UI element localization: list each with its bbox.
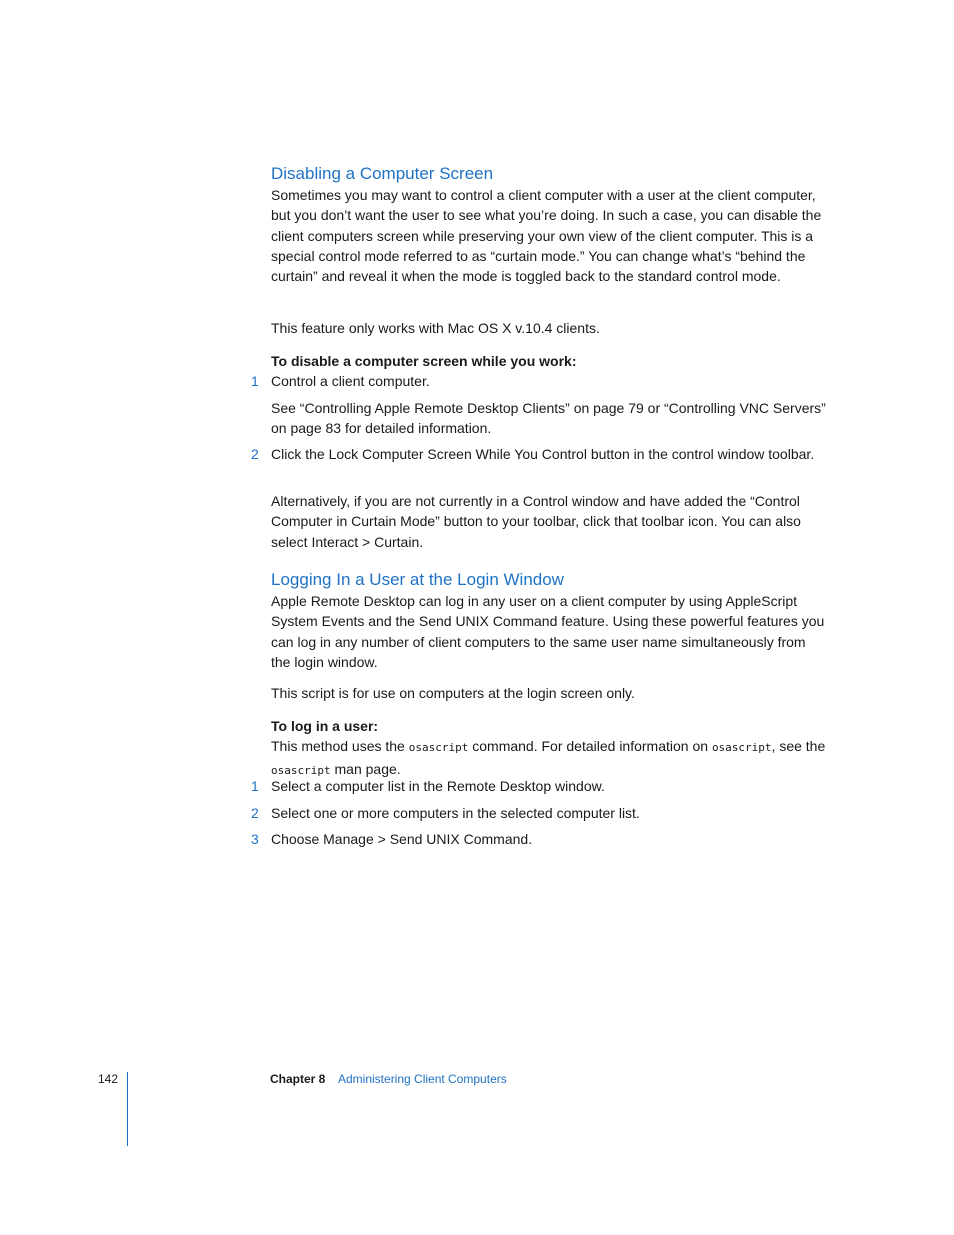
code-osascript: osascript <box>271 763 331 777</box>
list-item <box>251 371 827 391</box>
step-number: 3 <box>251 831 259 847</box>
step-note: See “Controlling Apple Remote Desktop Clients” on page 79 or “Controlling VNC Servers” on page 83 for detailed information. <box>271 400 826 437</box>
step-number: 1 <box>251 778 259 794</box>
method-note: This method uses the osascript command. For detailed information on osascript, see the osascript man page. <box>271 738 826 777</box>
step-text: Click the Lock Computer Screen While You Control button in the control window toolbar. <box>271 446 815 462</box>
step-text: Select one or more computers in the selected computer list. <box>271 805 640 821</box>
section-disabling-screen <box>271 163 827 286</box>
step-number: 1 <box>251 373 259 390</box>
list-item <box>251 444 827 464</box>
list-item <box>251 829 827 849</box>
page-number: 142 <box>98 1072 119 1086</box>
task-heading: To log in a user: <box>271 718 379 734</box>
body-paragraph: This feature only works with Mac OS X v.10.4 clients. <box>271 320 600 336</box>
code-osascript: osascript <box>408 741 469 755</box>
list-item <box>251 803 827 823</box>
step-text: Control a client computer. <box>271 373 430 390</box>
step-text: Select a computer list in the Remote Desktop window. <box>271 778 605 794</box>
footer-chapter: Chapter 8 <box>270 1072 326 1086</box>
step-number: 2 <box>251 805 259 821</box>
section-heading: Logging In a User at the Login Window <box>271 570 564 589</box>
step-text: Choose Manage > Send UNIX Command. <box>271 831 533 847</box>
footer-chapter-title: Administering Client Computers <box>338 1072 507 1086</box>
step-note: Alternatively, if you are not currently in a Control window and have added the “Control Computer in Curtain Mode” button to your toolbar, click that toolbar icon. You can also select Interact > Curtain. <box>271 493 801 550</box>
list-item <box>251 776 827 796</box>
section-login-window <box>271 569 827 672</box>
task-heading: To disable a computer screen while you work: <box>271 353 577 369</box>
step-number: 2 <box>251 446 259 462</box>
code-osascript: osascript <box>711 741 772 755</box>
footer-divider <box>127 1072 128 1146</box>
body-paragraph: This script is for use on computers at the login screen only. <box>271 685 635 701</box>
section-heading: Disabling a Computer Screen <box>271 164 494 183</box>
body-paragraph: Sometimes you may want to control a client computer with a user at the client computer, but you don’t want the user to see what you’re doing. In such a case, you can disable the client computers screen while preserving your own view of the client computer. This is a special control mode referred to as “curtain mode.” You can change what’s “behind the curtain” and reveal it when the mode is toggled back to the standard control mode. <box>271 187 822 285</box>
body-paragraph: Apple Remote Desktop can log in any user on a client computer by using AppleScript System Events and the Send UNIX Command feature. Using these powerful features you can log in any number of client computers to the same user name simultaneously from the login window. <box>271 593 825 670</box>
